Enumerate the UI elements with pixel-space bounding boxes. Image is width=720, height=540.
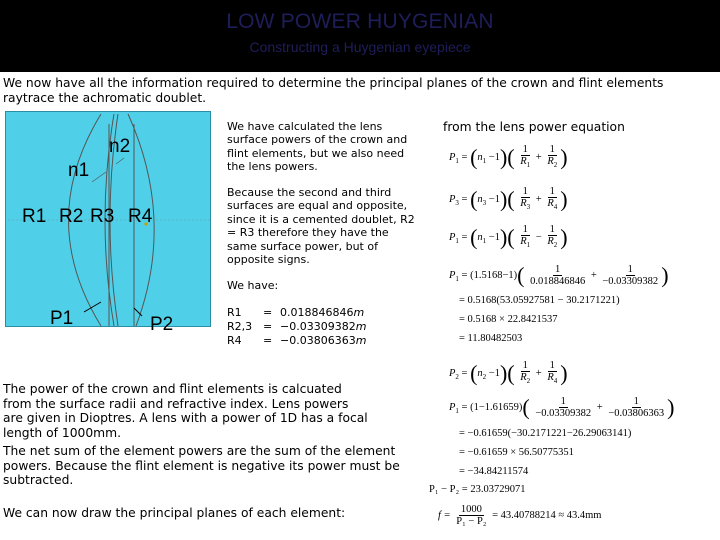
bottom-para-1-line: The power of the crown and flint elements is calcuated — [3, 382, 342, 396]
p2-step: = −34.84211574 — [459, 466, 529, 477]
p1-step: = 0.5168(53.05927581 − 30.2171221) — [459, 295, 620, 306]
n1-pointer — [92, 172, 106, 182]
equation-heading: from the lens power equation — [443, 120, 625, 134]
middle-para-1 — [227, 120, 407, 174]
bottom-para-1 — [3, 382, 368, 440]
p2-step: = −0.61659 × 56.50775351 — [459, 447, 574, 458]
middle-para-2-line: same surface power, but of — [227, 239, 378, 253]
we-have-label: We have: — [227, 279, 279, 292]
middle-para-2 — [227, 186, 415, 266]
label-r4: R4 — [128, 206, 153, 227]
middle-para-1-line: surface powers of the crown and — [227, 133, 408, 147]
label-r2: R2 — [59, 206, 84, 227]
equation-p1-general: $P_1 = (n_1 -1)$( $\frac{1}{R_1}$ + $\frac{1}{R_2}$ ) — [449, 144, 568, 170]
middle-para-1-line: the lens powers. — [227, 160, 318, 174]
middle-para-2-line: surfaces are equal and opposite, — [227, 199, 408, 213]
equation-p2-numeric: $P_1 = (1-1.61659)$( $\frac{1}{-0.03309382}$ + $\frac{1}{-0.03806363}$ ) — [449, 394, 675, 420]
label-n1: n1 — [68, 160, 90, 181]
bottom-para-3: We can now draw the principal planes of each element: — [3, 506, 346, 520]
radius-eq: = — [263, 320, 273, 333]
bottom-para-1-line: from the surface radii and refractive index. Lens powers — [3, 396, 349, 411]
middle-para-1-line: We have calculated the lens — [227, 120, 383, 133]
intro-line-1: We now have all the information required to determine the principal planes of the crown and flint elements — [3, 76, 664, 90]
equation-p2-general: $P_2 = (n_2 -1)$( $\frac{1}{R_2}$ + $\frac{1}{R_4}$ ) — [449, 360, 568, 386]
equation-p1-numeric: $P_1 = (1.5168-1)$( $\frac{1}{0.018846846}$ + $\frac{1}{-0.03309382}$ ) — [449, 262, 669, 288]
slide-body — [0, 72, 720, 540]
label-n2: n2 — [109, 136, 131, 157]
label-r1: R1 — [22, 206, 47, 227]
p1-step: = 0.5168 × 22.8421537 — [459, 314, 558, 325]
p1-step: = 11.80482503 — [459, 333, 523, 344]
middle-para-2-line: Because the second and third — [227, 186, 392, 199]
radius-value: −0.03806363m — [280, 334, 367, 347]
bottom-para-2-line: The net sum of the element powers are the sum of the element — [3, 444, 396, 458]
radius-eq: = — [263, 306, 273, 319]
intro-line-2: raytrace the achromatic doublet. — [3, 91, 207, 105]
middle-para-1-line: flint elements, but we also need — [227, 146, 405, 160]
middle-para-2-line: = R3 therefore they have the — [227, 226, 389, 240]
radius-eq: = — [263, 334, 273, 347]
bottom-para-1-line: are given in Dioptres. A lens with a power of 1D has a focal — [3, 411, 368, 426]
bottom-para-2-line: powers. Because the flint element is negative its power must be — [3, 458, 400, 473]
radius-label: R2,3 — [227, 320, 253, 333]
equation-p3-general: $P_3 = (n_3 -1)$( $\frac{1}{R_3}$ + $\frac{1}{R_4}$ ) — [449, 186, 568, 212]
power-difference: P₁ − P₂ = 23.03729071 — [429, 484, 526, 495]
label-p1: P1 — [50, 308, 74, 329]
p2-step: = −0.61659(−30.2171221−26.29063141) — [459, 428, 632, 439]
radius-label: R1 — [227, 306, 242, 319]
slide-header — [0, 0, 720, 72]
bottom-para-1-line: length of 1000mm. — [3, 425, 122, 440]
middle-para-2-line: opposite signs. — [227, 253, 310, 267]
slide-subtitle: Constructing a Huygenian eyepiece — [249, 39, 471, 55]
middle-para-2-line: since it is a cemented doublet, R2 — [227, 212, 415, 226]
focal-length-equation: f = $\frac{1000}{\text{P₁ − P₂}}$ = 43.40788214 ≈ 43.4mm — [438, 504, 602, 527]
label-p2: P2 — [150, 314, 174, 335]
bottom-para-2-line: subtracted. — [3, 473, 74, 488]
radius-value: −0.03309382m — [280, 320, 367, 333]
equation-p1-signed: $P_1 = (n_1 -1)$( $\frac{1}{R_1}$ − $\frac{1}{R_2}$ ) — [449, 224, 568, 250]
bottom-para-2 — [3, 444, 400, 488]
lens-diagram — [5, 111, 211, 335]
radius-value: 0.018846846m — [280, 306, 365, 319]
slide-title: LOW POWER HUYGENIAN — [226, 10, 494, 33]
radius-label: R4 — [227, 334, 242, 347]
n2-pointer — [116, 158, 124, 164]
label-r3: R3 — [90, 206, 115, 227]
